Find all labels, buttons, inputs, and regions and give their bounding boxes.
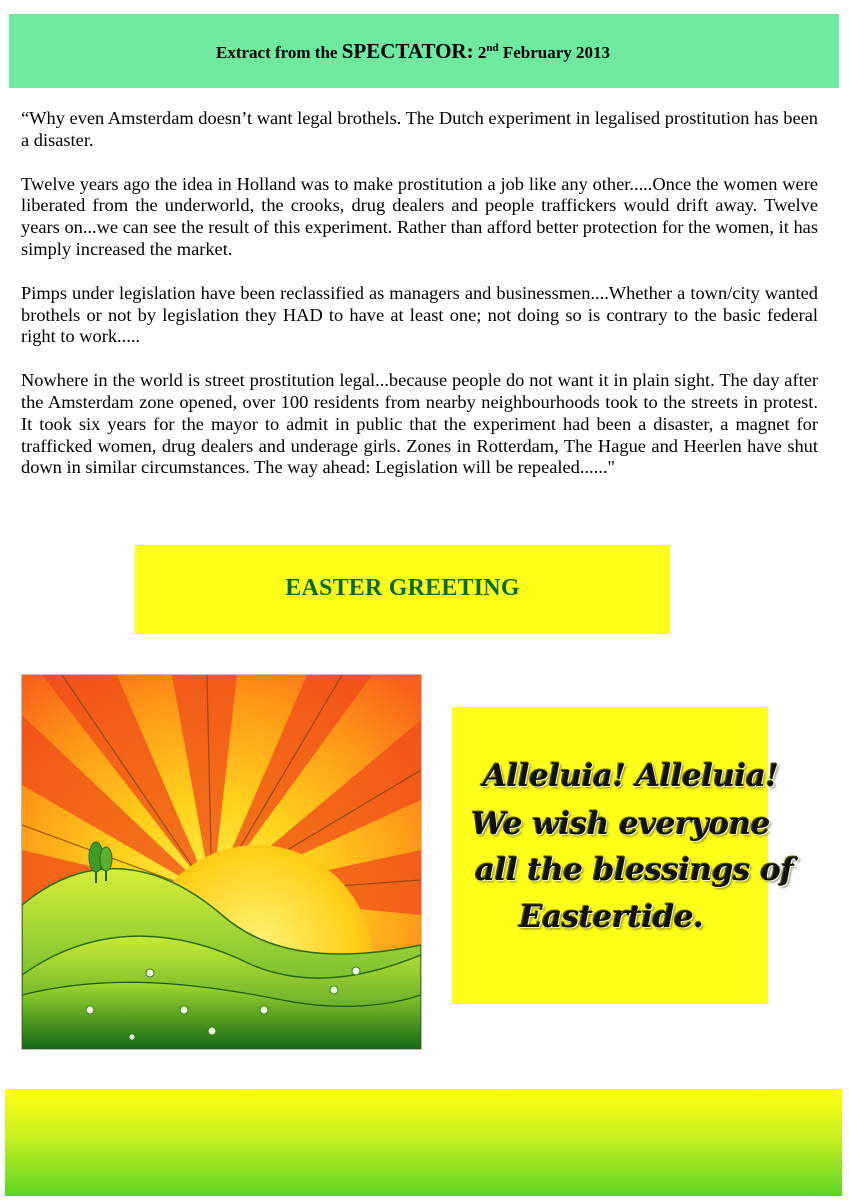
blessing-line: We wish everyone <box>471 806 770 842</box>
header-title <box>216 39 610 64</box>
blessing-line: all the blessings of <box>475 852 794 888</box>
easter-blessing-box <box>452 707 794 1004</box>
article-paragraph: Twelve years ago the idea in Holland was to make prostitution a job like any other.....Once the women were liberated from the underworld, the crooks, drug dealers and people traffickers would drift away. Twelve years on...we can see the result of this experiment. Rather than afford better protection for the women, it has simply increased the market. <box>21 173 818 259</box>
publication-name: SPECTATOR: <box>341 38 474 63</box>
article-paragraph: “Why even Amsterdam doesn’t want legal brothels. The Dutch experiment in legalised prostitution has been a disaster. <box>21 108 818 150</box>
article-extract <box>21 108 818 501</box>
header-banner <box>9 14 839 88</box>
easter-greeting-box <box>135 545 670 634</box>
article-paragraph: Nowhere in the world is street prostitution legal...because people do not want it in plain sight. The day after the Amsterdam zone opened, over 100 residents from nearby neighbourhoods took to the streets in protest. It took six years for the mayor to admit in public that the experiment had been a disaster, a magnet for trafficked women, drug dealers and underage girls. Zones in Rotterdam, The Hague and Heerlen have shut down in similar circumstances. The way ahead: Legislation will be repealed......" <box>21 370 818 478</box>
blessing-line: Eastertide. <box>519 899 704 935</box>
easter-greeting-title: EASTER GREETING <box>285 575 520 601</box>
sunrise-drawing <box>22 675 421 1049</box>
header-day-suffix: nd <box>486 41 499 54</box>
article-paragraph: Pimps under legislation have been reclassified as managers and businessmen....Whether a town/city wanted brothels or not by legislation they HAD to have at least one; not doing so is contrary to the basic federal right to work..... <box>21 282 818 347</box>
sunrise-illustration <box>21 674 422 1050</box>
header-prefix: Extract from the <box>215 42 338 62</box>
header-date-rest: February 2013 <box>502 42 611 62</box>
header-day: 2 <box>477 42 487 62</box>
footer-gradient-banner <box>5 1089 842 1196</box>
blessing-line: Alleluia! Alleluia! <box>483 758 779 794</box>
